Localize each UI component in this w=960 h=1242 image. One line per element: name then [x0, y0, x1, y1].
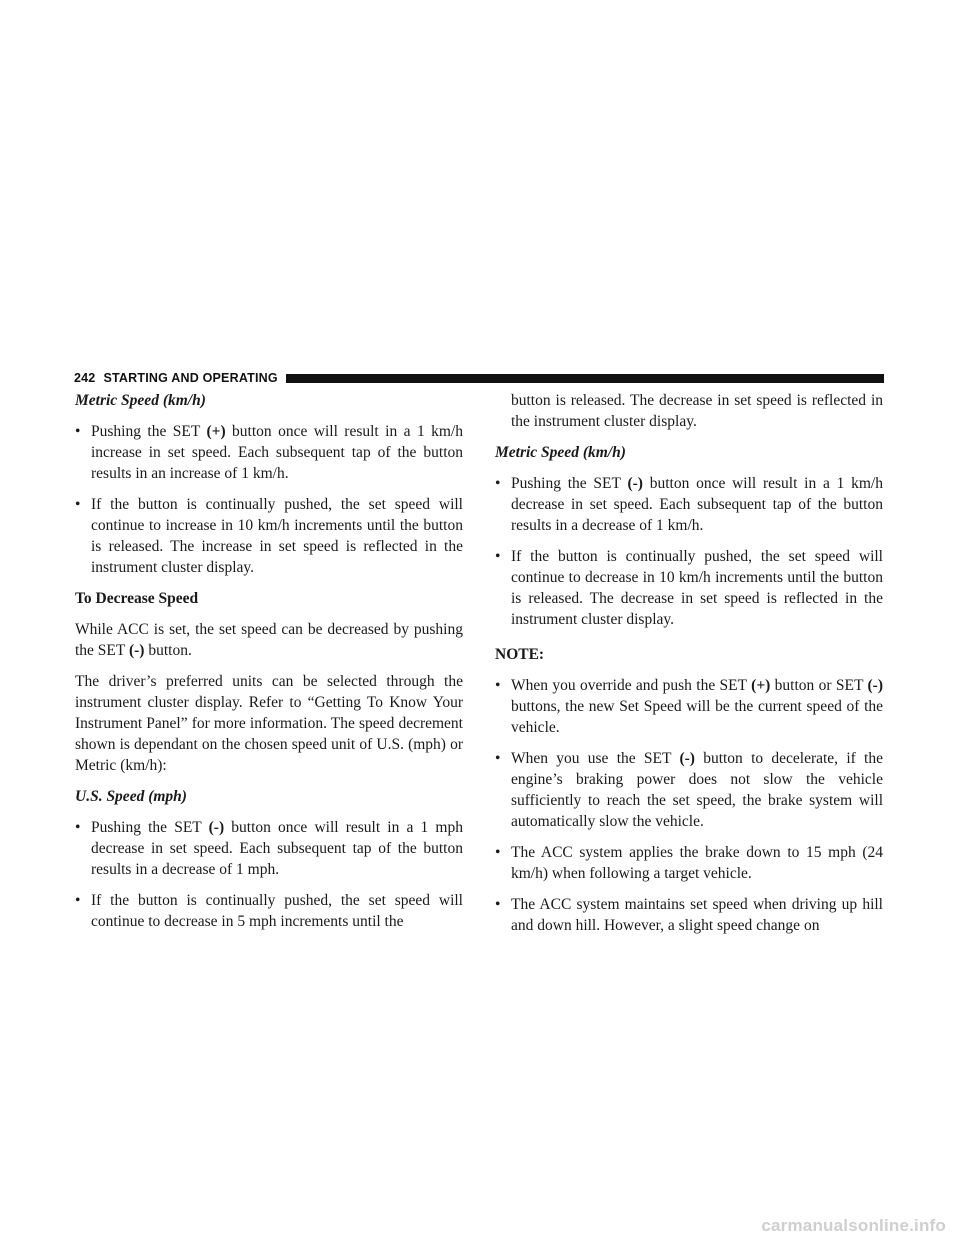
- list-item: • The ACC system applies the brake down to 15 mph (24 km/h) when following a target vehicle.: [495, 844, 883, 882]
- metric-speed-heading: Metric Speed (km/h): [495, 444, 626, 461]
- list-item: • Pushing the SET (+) button once will result in a 1 km/h increase in set speed. Each subsequent tap of the button results in an increase of 1 km/h.: [75, 423, 463, 482]
- set-plus-label: (+): [206, 423, 226, 440]
- list-item: • If the button is continually pushed, the set speed will continue to increase in 10 km/h increments until the button is released. The increase in set speed is reflected in the instrument cluster display.: [75, 496, 463, 576]
- us-speed-heading: U.S. Speed (mph): [75, 788, 187, 805]
- left-column: [75, 390, 463, 942]
- header-rule: [286, 374, 884, 383]
- set-plus-label: (+): [751, 677, 771, 694]
- list-item: • When you use the SET (-) button to decelerate, if the engine’s braking power does not slow the vehicle sufficiently to reach the set speed, the brake system will automatically slow the vehicle.: [495, 750, 883, 830]
- page-header: [74, 370, 884, 386]
- right-column: [495, 390, 883, 946]
- metric-speed-list: [75, 421, 463, 578]
- bullet-icon: •: [75, 423, 81, 440]
- list-item: • Pushing the SET (-) button once will result in a 1 km/h decrease in set speed. Each subsequent tap of the button results in a decrease of 1 km/h.: [495, 475, 883, 534]
- continuation-text: button is released. The decrease in set speed is reflected in the instrument cluster display.: [511, 392, 883, 430]
- bullet-icon: •: [75, 819, 81, 836]
- watermark: carmanualsonline.info: [761, 1216, 946, 1235]
- metric-speed-list: [495, 473, 883, 630]
- bullet-icon: •: [495, 844, 501, 861]
- list-item: • When you override and push the SET (+) button or SET (-) buttons, the new Set Speed will be the current speed of the vehicle.: [495, 677, 883, 736]
- decrease-speed-paragraph: While ACC is set, the set speed can be decreased by pushing the SET (-) button.: [75, 621, 463, 659]
- note-list: [495, 675, 883, 936]
- bullet-icon: •: [495, 896, 501, 913]
- list-item: • If the button is continually pushed, the set speed will continue to decrease in 10 km/h increments until the button is released. The decrease in set speed is reflected in the instrument cluster display.: [495, 548, 883, 628]
- page-number: 242: [74, 371, 96, 385]
- us-speed-list: [75, 817, 463, 932]
- bullet-icon: •: [75, 892, 81, 909]
- set-minus-label: (-): [128, 642, 145, 659]
- set-minus-label: (-): [679, 750, 695, 767]
- decrease-speed-heading: To Decrease Speed: [75, 590, 199, 607]
- metric-speed-heading: Metric Speed (km/h): [75, 392, 206, 409]
- section-title: STARTING AND OPERATING: [103, 371, 278, 385]
- set-minus-label: (-): [867, 677, 883, 694]
- bullet-icon: •: [495, 677, 501, 694]
- set-minus-label: (-): [627, 475, 643, 492]
- set-minus-label: (-): [208, 819, 225, 836]
- units-paragraph: The driver’s preferred units can be selected through the instrument cluster display. Refer to “Getting To Know Your Instrument Panel” for more information. The speed decrement shown is dependant on the chosen speed unit of U.S. (mph) or Metric (km/h):: [75, 673, 463, 774]
- bullet-icon: •: [495, 475, 501, 492]
- bullet-icon: •: [495, 750, 501, 767]
- note-label: NOTE:: [495, 646, 545, 663]
- bullet-icon: •: [75, 496, 81, 513]
- list-item: • If the button is continually pushed, the set speed will continue to decrease in 5 mph increments until the: [75, 892, 463, 930]
- list-item: • The ACC system maintains set speed when driving up hill and down hill. However, a slight speed change on: [495, 896, 883, 934]
- bullet-icon: •: [495, 548, 501, 565]
- list-item: • Pushing the SET (-) button once will result in a 1 mph decrease in set speed. Each subsequent tap of the button results in a decrease of 1 mph.: [75, 819, 463, 878]
